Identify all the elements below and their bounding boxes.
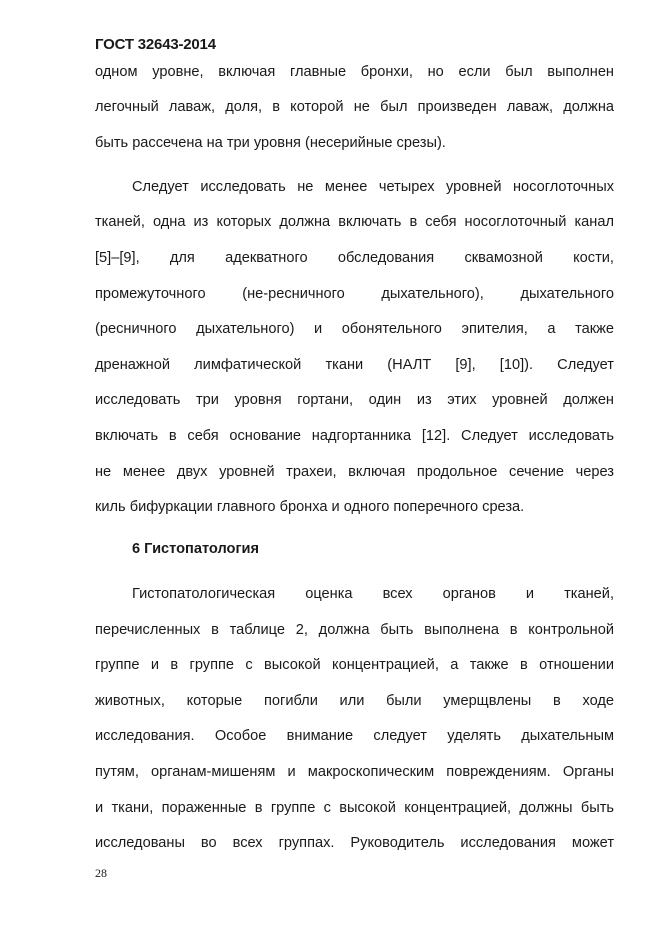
text-line: и ткани, пораженные в группе с высокой концентрацией, должны быть <box>95 800 614 816</box>
text-line: исследования. Особое внимание следует уделять дыхательным <box>95 728 614 744</box>
text-line: Гистопатологическая оценка всех органов и тканей, <box>132 586 614 602</box>
text-line: Следует исследовать не менее четырех уровней носоглоточных <box>132 179 614 195</box>
page-number: 28 <box>95 866 107 880</box>
text-line: одном уровне, включая главные бронхи, но если был выполнен <box>95 64 614 80</box>
section-heading: 6 Гистопатология <box>132 541 260 557</box>
text-line: исследованы во всех группах. Руководитель исследования может <box>95 835 614 851</box>
text-line: тканей, одна из которых должна включать в себя носоглоточный канал <box>95 214 614 230</box>
text-line: не менее двух уровней трахеи, включая продольное сечение через <box>95 464 614 480</box>
text-line: исследовать три уровня гортани, один из этих уровней должен <box>95 392 614 408</box>
text-line: включать в себя основание надгортанника [12]. Следует исследовать <box>95 428 614 444</box>
text-line: легочный лаваж, доля, в которой не был произведен лаваж, должна <box>95 99 614 115</box>
text-line: промежуточного (не-ресничного дыхательного), дыхательного <box>95 286 614 302</box>
text-line: животных, которые погибли или были умерщвлены в ходе <box>95 693 614 709</box>
text-line: быть рассечена на три уровня (несерийные срезы). <box>95 135 446 151</box>
text-line: перечисленных в таблице 2, должна быть выполнена в контрольной <box>95 622 614 638</box>
text-line: дренажной лимфатической ткани (НАЛТ [9], [10]). Следует <box>95 357 614 373</box>
text-line: [5]–[9], для адекватного обследования сквамозной кости, <box>95 250 614 266</box>
document-header: ГОСТ 32643-2014 <box>95 36 216 53</box>
text-line: группе и в группе с высокой концентрацией, а также в отношении <box>95 657 614 673</box>
text-line: (ресничного дыхательного) и обонятельного эпителия, а также <box>95 321 614 337</box>
text-line: киль бифуркации главного бронха и одного поперечного среза. <box>95 499 525 515</box>
text-line: путям, органам-мишеням и макроскопическим повреждениям. Органы <box>95 764 614 780</box>
